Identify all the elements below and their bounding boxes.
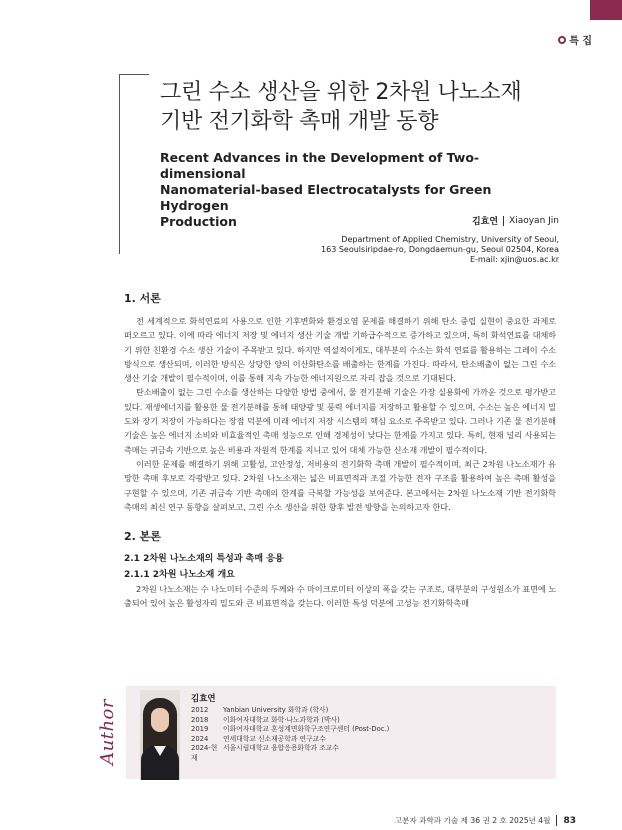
bio-year: 2024-현재 bbox=[191, 744, 218, 762]
bio-name: 김효연 bbox=[191, 694, 216, 704]
bio-desc: 서울시립대학교 융합응용화학과 조교수 bbox=[223, 744, 339, 753]
author-name-english: Xiaoyan Jin bbox=[509, 215, 559, 226]
subsubsection-heading: 2.1.1 2차원 나노소재 개요 bbox=[124, 570, 235, 581]
footer-separator bbox=[556, 815, 557, 826]
bio-row bbox=[191, 735, 389, 745]
subsection-heading: 2.1 2차원 나노소재의 특성과 촉매 응용 bbox=[124, 554, 284, 565]
author-label bbox=[96, 688, 118, 776]
author-label-text: Author bbox=[96, 699, 118, 765]
circle-bullet-icon bbox=[558, 36, 566, 44]
bio-row bbox=[191, 716, 389, 726]
bio-row bbox=[191, 725, 389, 735]
bio-year: 2018 bbox=[191, 715, 209, 724]
title-korean-line: 기반 전기화학 촉매 개발 동향 bbox=[160, 109, 439, 134]
author-photo bbox=[140, 690, 180, 780]
author-name-korean: 김효연 bbox=[471, 217, 499, 227]
bio-desc: 이화여자대학교 화학·나노과학과 (박사) bbox=[223, 715, 340, 724]
affiliation-line: 163 Seoulsiripdae-ro, Dongdaemun-gu, Seoul 02504, Korea bbox=[321, 245, 559, 254]
title-bracket-vertical bbox=[119, 74, 120, 254]
photo-face bbox=[151, 708, 169, 732]
bio-table bbox=[191, 706, 389, 764]
section-tag bbox=[558, 32, 592, 47]
author-line bbox=[472, 214, 559, 227]
bio-row bbox=[191, 744, 389, 763]
affiliation-email: E-mail: xjin@uos.ac.kr bbox=[469, 255, 559, 264]
corner-tab bbox=[590, 0, 622, 20]
section-tag-label: 특 집 bbox=[569, 36, 592, 47]
bio-desc: 이화여자대학교 혼성계면화학구조연구센터 (Post-Doc.) bbox=[223, 725, 390, 734]
title-english-line: Recent Advances in the Development of Two-dimensional bbox=[160, 150, 480, 181]
page-number: 83 bbox=[563, 815, 576, 826]
bio-desc: Yanbian University 화학과 (학사) bbox=[223, 706, 329, 714]
bio-desc: 연세대학교 신소재공학과 연구교수 bbox=[223, 734, 326, 743]
section-heading-main: 2. 본론 bbox=[124, 530, 161, 544]
journal-info: 고분자 과학과 기술 제 36 권 2 호 2025년 4월 bbox=[394, 816, 551, 825]
article-body bbox=[124, 290, 556, 611]
bio-year: 2024 bbox=[191, 734, 209, 743]
title-english-line: Nanomaterial-based Electrocatalysts for Green Hydrogen bbox=[160, 182, 492, 213]
title-bracket-horizontal bbox=[119, 74, 149, 75]
paragraph: 2차원 나노소재는 수 나노미터 수준의 두께와 수 마이크로미터 이상의 폭을 갖는 구조로, 대부분의 구성원소가 표면에 노출되어 있어 높은 활성자리 밀도와 큰 비표면적을 갖는다. 이러한 특성 덕분에 고성능 전기화학촉매 bbox=[124, 584, 556, 609]
section-heading-intro: 1. 서론 bbox=[124, 292, 161, 305]
affiliation bbox=[321, 235, 559, 265]
author-separator bbox=[503, 216, 504, 226]
paragraph: 전 세계적으로 화석연료의 사용으로 인한 기후변화와 환경오염 문제를 해결하기 위해 탄소 중립 실현이 중요한 과제로 떠오르고 있다. 이에 따라 에너지 저장 및 에너지 생산 기술 개발 기하급수적으로 증가하고 있으며, 특히 화석연료를 대체하기 위한 친환경 수소 생산 기술이 주목받고 있다. 하지만 역설적이게도, 대부분의 수소는 화석 연료를 활용하는 그레이 수소 방식으로 생산되며, 이러한 방식은 상당한 양의 이산화탄소를 배출하는 한계를 가진다. 따라서, 탄소배출이 없는 그린 수소 생산 기술 개발이 필수적이며, 이를 통해 지속 가능한 에너지원으로 자리 잡을 것으로 기대된다. bbox=[124, 316, 556, 384]
bio-year: 2012 bbox=[191, 706, 209, 714]
bio-year: 2019 bbox=[191, 725, 209, 734]
paragraph: 이러한 문제를 해결하기 위해 고활성, 고안정성, 저비용의 전기화학 촉매 개발이 필수적이며, 최근 2차원 나노소재가 유망한 촉매 후보로 각광받고 있다. 2차원 나노소재는 넓은 비표면적과 조절 가능한 전자 구조를 활용하여 높은 촉매 활성을 구현할 수 있으며, 기존 귀금속 기반 촉매의 한계를 극복할 가능성을 보여준다. 본고에서는 2차원 나노소재 기반 전기화학 촉매의 최신 연구 동향을 살펴보고, 그린 수소 생산을 위한 향후 발전 방향을 논의하고자 한다. bbox=[124, 458, 556, 512]
title-korean bbox=[160, 78, 580, 136]
affiliation-line: Department of Applied Chemistry, University of Seoul, bbox=[341, 235, 559, 244]
title-korean-line: 그린 수소 생산을 위한 2차원 나노소재 bbox=[160, 80, 522, 105]
bio-row bbox=[191, 706, 389, 716]
title-english-line: Production bbox=[160, 214, 237, 229]
paragraph: 탄소배출이 없는 그린 수소를 생산하는 다양한 방법 중에서, 물 전기분해 기술은 가장 실용화에 가까운 것으로 평가받고 있다. 재생에너지를 활용한 물 전기분해를 통해 태양광 및 풍력 에너지를 저장하고 활용할 수 있으며, 수소는 높은 에너지 밀도와 장기 저장이 가능하다는 장점 덕분에 미래 에너지 저장 시스템의 핵심 요소로 주목받고 있다. 그러나 기존 물 전기분해 기술은 높은 에너지 소비와 비효율적인 촉매 성능으로 인해 경제성이 낮다는 한계를 가지고 있다. 특히, 현재 널리 사용되는 촉매는 귀금속 기반으로 높은 비용과 자원적 한계를 지니고 있어 대체 가능한 신소재 개발이 필수적이다. bbox=[124, 387, 556, 455]
page-footer bbox=[395, 815, 576, 826]
